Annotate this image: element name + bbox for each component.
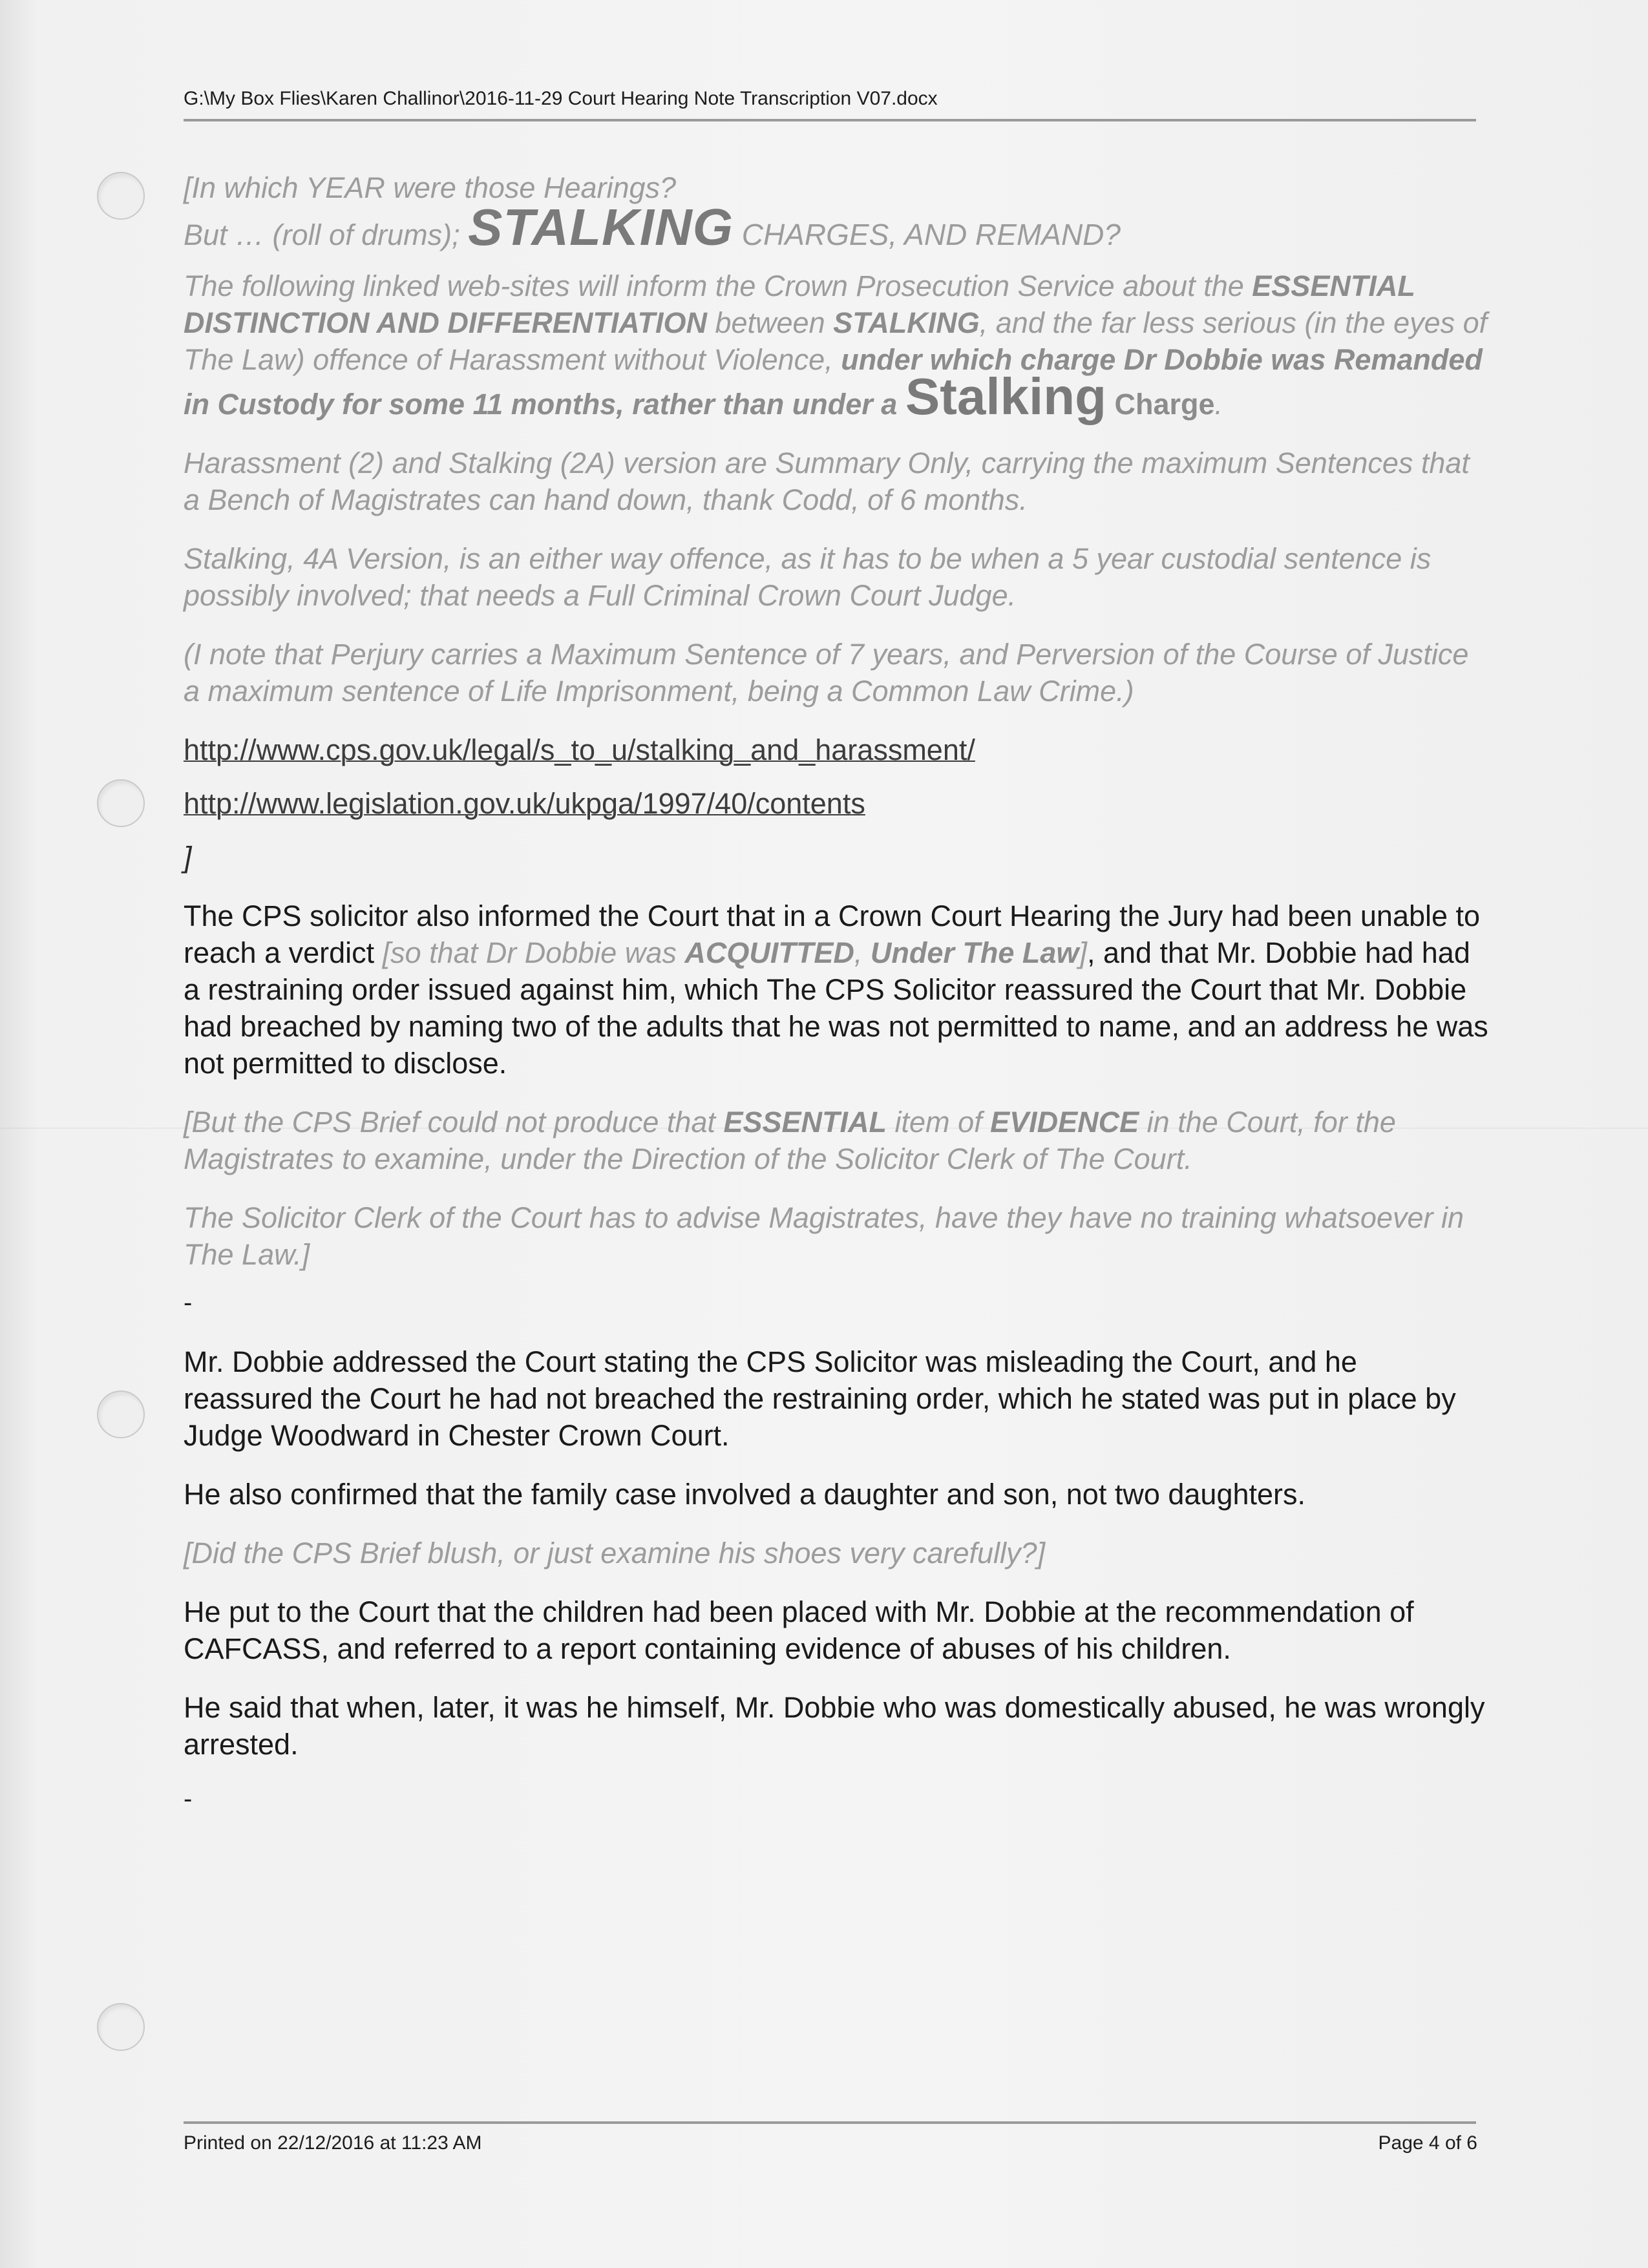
closing-bracket: ] [184, 841, 192, 874]
header-file-path: G:\My Box Flies\Karen Challinor\2016-11-29 Court Hearing Note Transcription V07.docx [184, 88, 938, 109]
note-text: in the Court, for the Magistrates to examine, under the Direction of the Solicitor Clerk of The Court. [184, 1106, 1396, 1175]
note-summary-only: Harassment (2) and Stalking (2A) version are Summary Only, carrying the maximum Sentences that a Bench of Magistrates can hand down, thank Codd, of 6 months. [184, 446, 1470, 516]
note-text: [But the CPS Brief could not produce that [184, 1106, 724, 1139]
note-solicitor-clerk: The Solicitor Clerk of the Court has to advise Magistrates, have they have no training whatsoever in The Law.] [184, 1201, 1464, 1271]
note-bold: EVIDENCE [990, 1106, 1139, 1139]
document-body [184, 169, 1489, 1840]
paragraph-text: , and that Mr. Dobbie had had a restraining order issued against him, which The CPS Solicitor reassured the Court that Mr. Dobbie had breached by naming two of the adults that he was not permitted to name, and an address he was not permitted to disclose. [184, 936, 1488, 1080]
punch-hole [97, 172, 145, 220]
separator-dash: - [184, 1288, 193, 1317]
stalking-emphasis: STALKING [468, 198, 734, 256]
note-either-way: Stalking, 4A Version, is an either way offence, as it has to be when a 5 year custodial sentence is possibly involved; that needs a Full Criminal Crown Court Judge. [184, 542, 1431, 612]
paragraph-dobbie-address: Mr. Dobbie addressed the Court stating the CPS Solicitor was misleading the Court, and he reassured the Court he had not breached the restraining order, which he stated was put in place by Judge Woodward in Chester Crown Court. [184, 1345, 1456, 1452]
paragraph-text: The CPS solicitor also informed the Court that in a Crown Court Hearing the Jury had been unable to reach a verdict [184, 899, 1481, 969]
note-text: , and the far less serious (in the eyes of The Law) offence of Harassment without Violence, [184, 306, 1488, 376]
note-bold: ESSENTIAL [723, 1106, 887, 1139]
footer-page-number: Page 4 of 6 [1378, 2132, 1477, 2154]
note-evidence [184, 1104, 1489, 1177]
link-cps[interactable] [184, 731, 1489, 768]
note-year-question [184, 169, 1489, 206]
paragraph-cafcass: He put to the Court that the children had been placed with Mr. Dobbie at the recommendation of CAFCASS, and referred to a report containing evidence of abuses of his children. [184, 1595, 1414, 1665]
inline-note: [so that Dr Dobbie was [382, 936, 685, 969]
note-text: The following linked web-sites will inform the Crown Prosecution Service about the [184, 269, 1252, 302]
punch-hole [97, 779, 145, 827]
note-line: [In which YEAR were those Hearings? [184, 171, 677, 204]
punch-hole [97, 2003, 145, 2051]
note-perjury: (I note that Perjury carries a Maximum Sentence of 7 years, and Perversion of the Course of Justice a maximum sentence of Life Imprisonment, being a Common Law Crime.) [184, 638, 1469, 708]
header-rule [184, 119, 1476, 121]
note-line: But … (roll of drums); [184, 218, 469, 251]
note-text: item of [887, 1106, 991, 1139]
paragraph-cps-solicitor [184, 898, 1489, 1082]
footer-rule [184, 2121, 1476, 2124]
inline-note-bold: Under The Law [870, 936, 1079, 969]
punch-hole [97, 1391, 145, 1438]
inline-note: , [854, 936, 871, 969]
paragraph-family-case: He also confirmed that the family case involved a daughter and son, not two daughters. [184, 1478, 1306, 1511]
stalking-emphasis: Stalking [905, 368, 1106, 425]
note-bold: ESSENTIAL DISTINCTION AND DIFFERENTIATION [184, 269, 1415, 339]
note-bold: under which charge Dr Dobbie was Remanded in Custody for some 11 months, rather than under a [184, 343, 1483, 421]
footer-printed-date: Printed on 22/12/2016 at 11:23 AM [184, 2132, 482, 2154]
link-legislation[interactable] [184, 785, 1489, 822]
note-bold: STALKING [833, 306, 980, 339]
note-cps-brief-blush: [Did the CPS Brief blush, or just examine his shoes very carefully?] [184, 1537, 1046, 1570]
paragraph-wrongly-arrested: He said that when, later, it was he himself, Mr. Dobbie who was domestically abused, he was wrongly arrested. [184, 1691, 1485, 1761]
inline-note: ] [1079, 936, 1087, 969]
link-text[interactable]: http://www.cps.gov.uk/legal/s_to_u/stalking_and_harassment/ [184, 733, 975, 766]
note-bold: Charge [1106, 388, 1215, 421]
note-distinction [184, 268, 1489, 423]
note-stalking-heading [184, 198, 1489, 256]
note-text: . [1214, 388, 1223, 421]
note-line: CHARGES, AND REMAND? [734, 218, 1121, 251]
note-text: between [706, 306, 834, 339]
link-text[interactable]: http://www.legislation.gov.uk/ukpga/1997/40/contents [184, 787, 865, 820]
separator-dash: - [184, 1785, 193, 1813]
inline-note-bold: ACQUITTED [684, 936, 854, 969]
